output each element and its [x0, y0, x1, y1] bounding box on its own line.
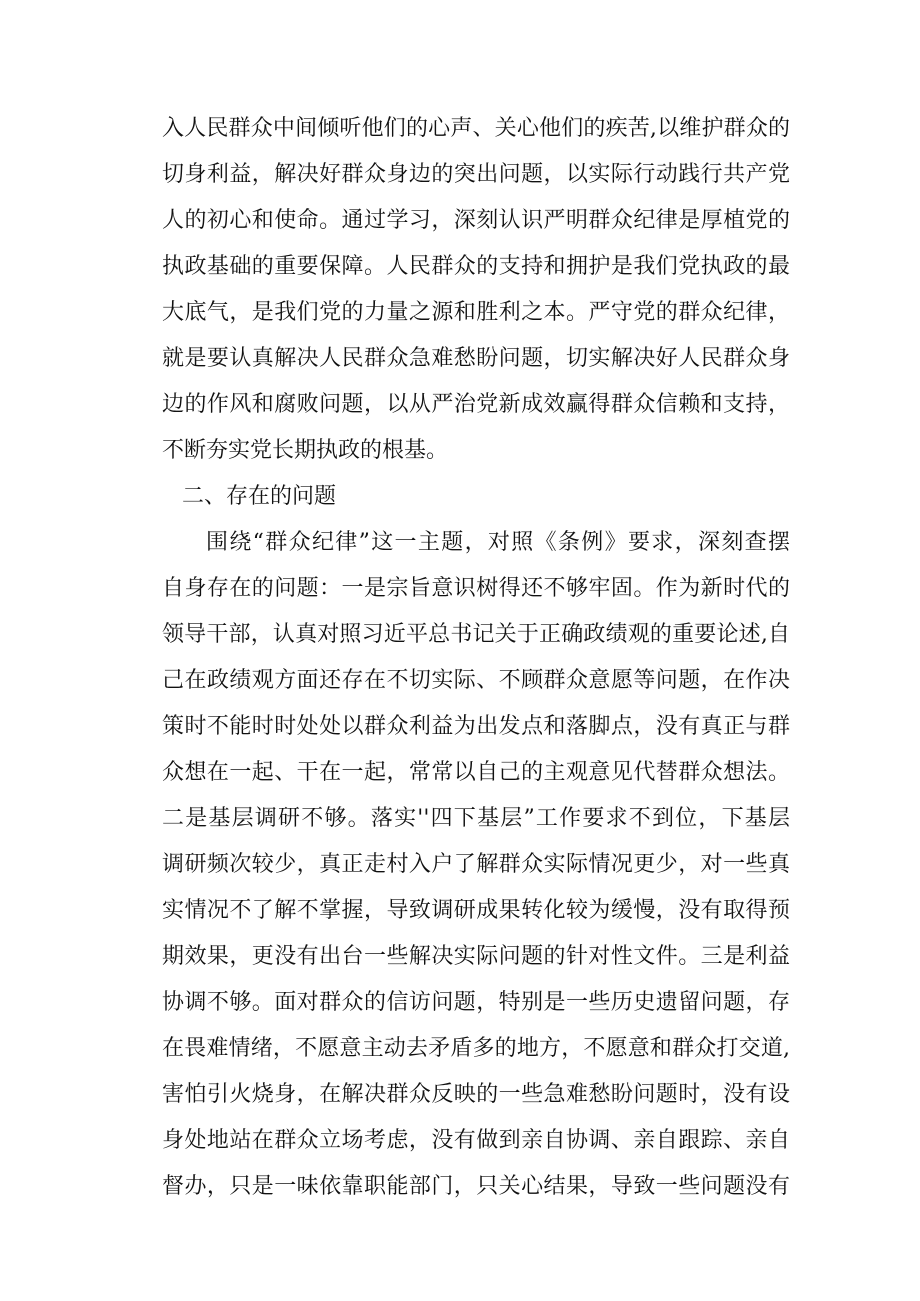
text-line: 协调不够。面对群众的信访问题，特别是一些历史遗留问题，存 — [162, 990, 790, 1015]
text-line: 就是要认真解决人民群众急难愁盼问题，切实解决好人民群众身 — [162, 346, 790, 371]
text-line: 策时不能时时处处以群众利益为出发点和落脚点，没有真正与群 — [162, 714, 790, 739]
text-line: 领导干部，认真对照习近平总书记关于正确政绩观的重要论述,自 — [162, 622, 790, 647]
text-line: 众想在一起、干在一起，常常以自己的主观意见代替群众想法。 — [162, 760, 790, 785]
text-line: 身处地站在群众立场考虑，没有做到亲自协调、亲自跟踪、亲自 — [162, 1128, 790, 1153]
section-heading: 二、存在的问题 — [182, 484, 337, 509]
text-line: 切身利益，解决好群众身边的突出问题，以实际行动践行共产党 — [162, 162, 790, 187]
text-line: 人的初心和使命。通过学习，深刻认识严明群众纪律是厚植党的 — [162, 208, 790, 233]
paragraph-existing-problems — [162, 520, 790, 1210]
document-body — [162, 106, 790, 1210]
paragraph-learning-summary — [162, 106, 790, 474]
text-line: 入人民群众中间倾听他们的心声、关心他们的疾苦,以维护群众的 — [162, 116, 790, 141]
text-line: 在畏难情绪，不愿意主动去矛盾多的地方，不愿意和群众打交道, — [162, 1036, 790, 1061]
text-line: 执政基础的重要保障。人民群众的支持和拥护是我们党执政的最 — [162, 254, 790, 279]
text-line: 期效果，更没有出台一些解决实际问题的针对性文件。三是利益 — [162, 944, 790, 969]
text-line: 自身存在的问题：一是宗旨意识树得还不够牢固。作为新时代的 — [162, 576, 790, 601]
text-line: 围绕“群众纪律”这一主题，对照《条例》要求，深刻查摆 — [206, 530, 790, 555]
text-line: 边的作风和腐败问题，以从严治党新成效赢得群众信赖和支持， — [162, 392, 790, 417]
text-line: 害怕引火烧身，在解决群众反映的一些急难愁盼问题时，没有设 — [162, 1082, 790, 1107]
text-line: 己在政绩观方面还存在不切实际、不顾群众意愿等问题，在作决 — [162, 668, 790, 693]
text-line: 调研频次较少，真正走村入户了解群众实际情况更少，对一些真 — [162, 852, 790, 877]
text-line: 督办，只是一味依靠职能部门，只关心结果，导致一些问题没有 — [162, 1174, 790, 1199]
text-line: 大底气，是我们党的力量之源和胜利之本。严守党的群众纪律， — [162, 300, 790, 325]
text-line: 实情况不了解不掌握，导致调研成果转化较为缓慢，没有取得预 — [162, 898, 790, 923]
text-line: 不断夯实党长期执政的根基。 — [162, 438, 449, 463]
text-line: 二是基层调研不够。落实''四下基层”工作要求不到位，下基层 — [162, 806, 790, 831]
